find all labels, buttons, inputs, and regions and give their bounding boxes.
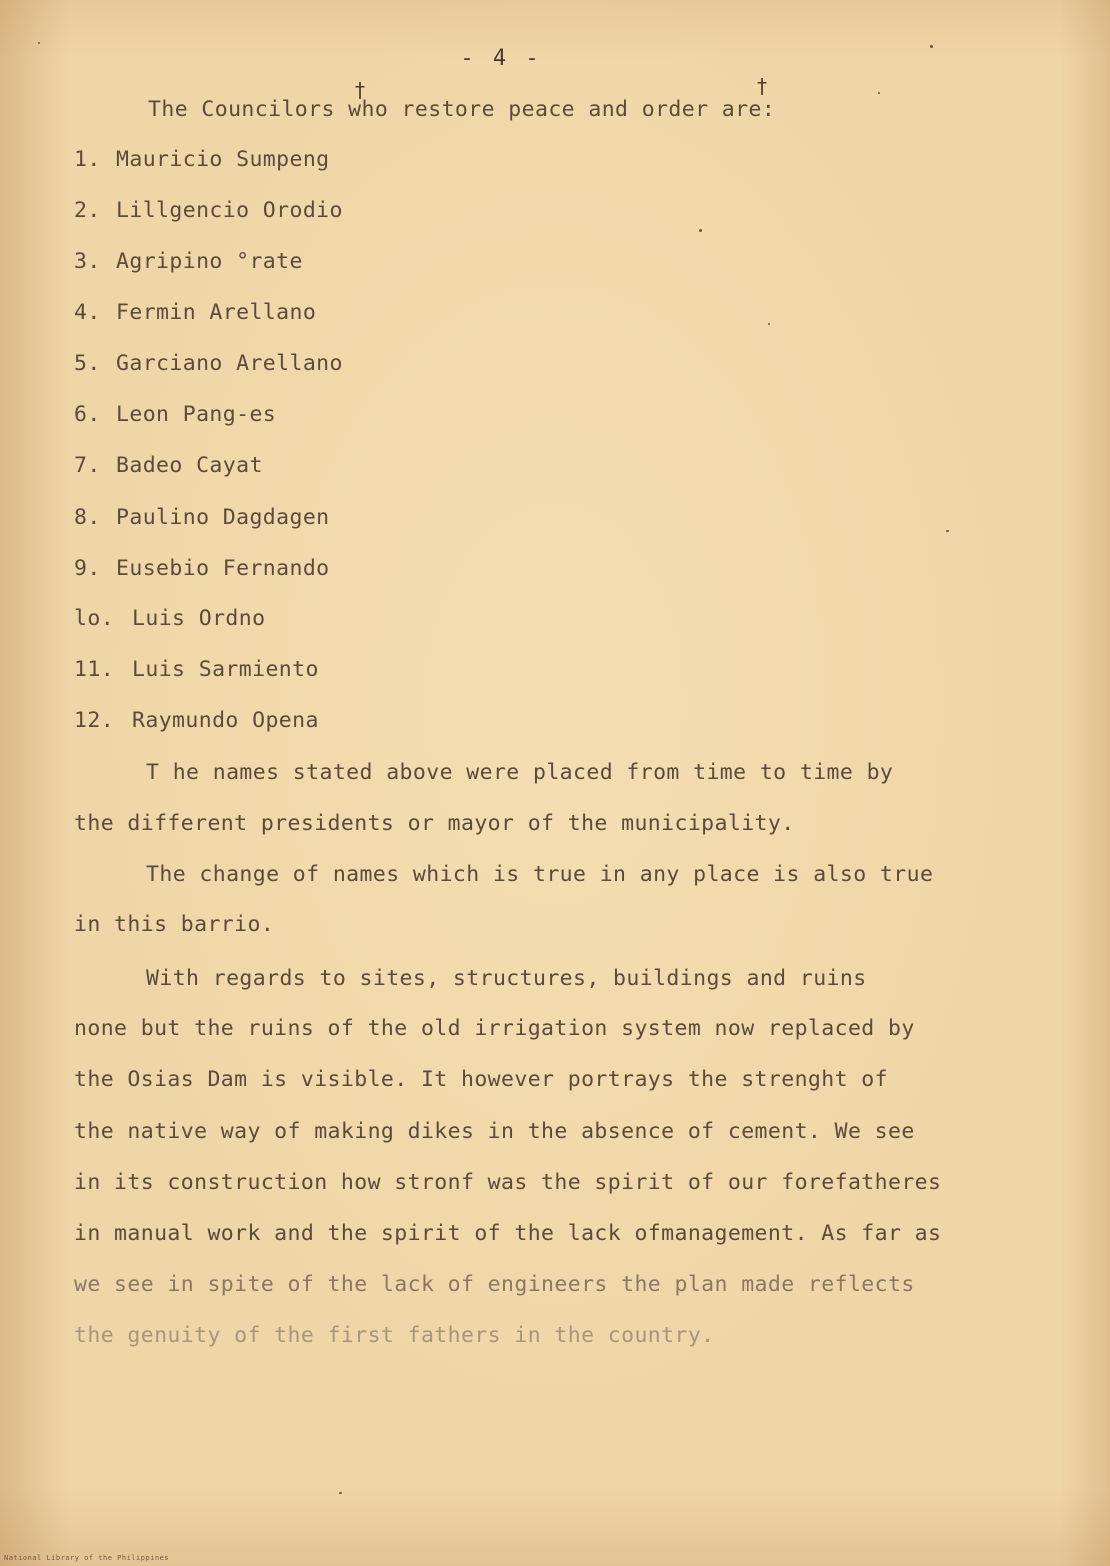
paragraph-line: the different presidents or mayor of the municipality. bbox=[74, 811, 795, 836]
list-item-number: 9. bbox=[74, 556, 101, 581]
list-item bbox=[74, 556, 330, 582]
paragraph-line: With regards to sites, structures, buildings and ruins bbox=[146, 966, 867, 991]
list-item bbox=[74, 300, 316, 326]
paragraph-line: none but the ruins of the old irrigation system now replaced by bbox=[74, 1016, 915, 1041]
paper-speck bbox=[38, 42, 40, 44]
list-item-name: Agripino °rate bbox=[116, 249, 303, 274]
list-item-number: 1. bbox=[74, 147, 101, 172]
paragraph-line: in its construction how stronf was the spirit of our forefatheres bbox=[74, 1170, 942, 1195]
list-item-number: 5. bbox=[74, 351, 101, 376]
paper-speck bbox=[946, 530, 949, 532]
paragraph-line: the genuity of the first fathers in the country. bbox=[74, 1323, 715, 1348]
list-item-name: Leon Pang-es bbox=[116, 402, 277, 427]
list-item bbox=[74, 505, 330, 531]
list-item-number: 11. bbox=[74, 657, 115, 682]
paper-speck bbox=[339, 1492, 342, 1494]
paragraph-line: in this barrio. bbox=[74, 912, 275, 937]
list-item-name: Luis Ordno bbox=[132, 606, 266, 631]
list-item-number: 3. bbox=[74, 249, 101, 274]
list-item bbox=[74, 402, 276, 428]
list-item-name: Badeo Cayat bbox=[116, 453, 263, 478]
paper-speck bbox=[768, 323, 770, 325]
list-item-name: Garciano Arellano bbox=[116, 351, 343, 376]
list-item-name: Luis Sarmiento bbox=[132, 657, 319, 682]
paper-speck bbox=[878, 92, 880, 94]
list-item-number: 2. bbox=[74, 198, 101, 223]
list-item-name: Paulino Dagdagen bbox=[116, 505, 330, 530]
list-item bbox=[74, 606, 265, 632]
list-item bbox=[74, 708, 319, 734]
list-item bbox=[74, 147, 330, 173]
paragraph-line: we see in spite of the lack of engineers the plan made reflects bbox=[74, 1272, 915, 1297]
paper-speck bbox=[930, 45, 933, 48]
list-item-number: 7. bbox=[74, 453, 101, 478]
paper-speck bbox=[699, 229, 702, 232]
paragraph-line: in manual work and the spirit of the lack ofmanagement. As far as bbox=[74, 1221, 942, 1246]
list-item bbox=[74, 249, 303, 275]
paper-tear-mark: † bbox=[756, 74, 769, 98]
page-number: - 4 - bbox=[460, 46, 542, 71]
intro-line: The Councilors who restore peace and order are: bbox=[148, 97, 776, 122]
list-item-name: Eusebio Fernando bbox=[116, 556, 330, 581]
list-item-number: 4. bbox=[74, 300, 101, 325]
list-item-number: lo. bbox=[74, 606, 115, 631]
footer-stamp: National Library of the Philippines bbox=[4, 1554, 170, 1562]
list-item bbox=[74, 657, 319, 683]
list-item-name: Mauricio Sumpeng bbox=[116, 147, 330, 172]
paragraph-line: the native way of making dikes in the absence of cement. We see bbox=[74, 1119, 915, 1144]
list-item bbox=[74, 453, 263, 479]
list-item-name: Raymundo Opena bbox=[132, 708, 319, 733]
paragraph-line: T he names stated above were placed from time to time by bbox=[146, 760, 894, 785]
list-item-name: Fermin Arellano bbox=[116, 300, 317, 325]
list-item bbox=[74, 351, 343, 377]
list-item-number: 6. bbox=[74, 402, 101, 427]
paper-tear-mark: † bbox=[354, 78, 367, 102]
list-item-name: Lillgencio Orodio bbox=[116, 198, 343, 223]
list-item-number: 12. bbox=[74, 708, 115, 733]
paragraph-line: The change of names which is true in any place is also true bbox=[146, 862, 934, 887]
paragraph-line: the Osias Dam is visible. It however portrays the strenght of bbox=[74, 1067, 888, 1092]
list-item-number: 8. bbox=[74, 505, 101, 530]
list-item bbox=[74, 198, 343, 224]
